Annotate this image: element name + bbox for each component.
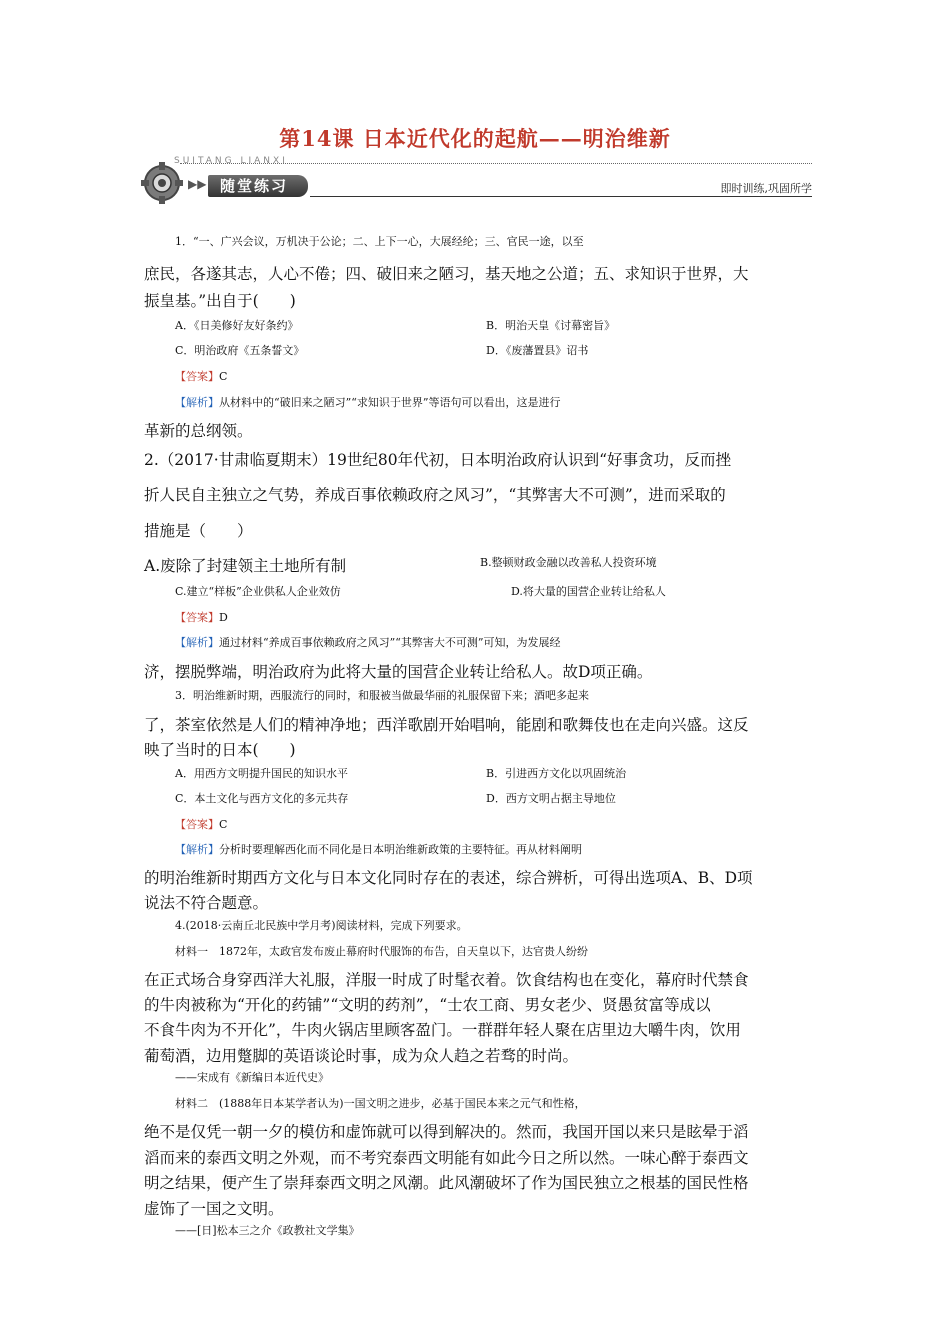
option-b: B.整顿财政金融以改善私人投资环境: [480, 556, 657, 569]
option-d: D．《废藩置县》诏书: [486, 344, 589, 357]
answer-label: 【答案】: [175, 611, 219, 624]
banner-slogan: 即时训练,巩固所学: [720, 182, 812, 195]
answer-value: C: [219, 370, 228, 383]
answer-value: C: [219, 818, 228, 831]
question-1-line: 振皇基。”出自于( ): [144, 292, 296, 310]
page-title: 第14课 日本近代化的起航——明治维新: [279, 126, 671, 151]
banner-label: 随堂练习: [208, 175, 308, 197]
material-1-line: 材料一 1872年，太政官发布废止幕府时代服饰的布告，自天皇以下，达官贵人纷纷: [175, 945, 588, 958]
material-1-source: ——宋成有《新编日本近代史》: [175, 1071, 329, 1084]
answer-line: [175, 609, 843, 625]
gear-icon: [140, 161, 184, 205]
analysis-line: 的明治维新时期西方文化与日本文化同时存在的表述，综合辨析，可得出选项A、B、D项: [144, 869, 753, 887]
analysis-text: 分析时要理解西化而不同化是日本明治维新政策的主要特征。再从材料阐明: [219, 843, 582, 856]
option-c: C．明治政府《五条誓文》: [175, 344, 305, 357]
section-banner: [140, 155, 812, 203]
analysis-line: 济，摆脱弊端，明治政府为此将大量的国营企业转让给私人。故D项正确。: [144, 663, 653, 681]
analysis-line: 说法不符合题意。: [144, 894, 269, 912]
analysis-line: [175, 394, 843, 410]
question-1-line: 1．“一、广兴会议，万机决于公论；二、上下一心，大展经纶；三、官民一途，以至: [175, 235, 584, 248]
material-2-line: 滔而来的泰西文明之外观，而不考究泰西文明能有如此今日之所以然。一味心醉于泰西文: [144, 1149, 749, 1167]
analysis-label: 【解析】: [175, 843, 219, 856]
question-3-line: 了，茶室依然是人们的精神净地；西洋歌剧开始唱响，能剧和歌舞伎也在走向兴盛。这反: [144, 716, 749, 734]
question-4-line: 4.(2018·云南丘北民族中学月考)阅读材料，完成下列要求。: [175, 919, 468, 932]
option-d: D．西方文明占据主导地位: [486, 792, 616, 805]
option-d: D.将大量的国营企业转让给私人: [511, 585, 666, 598]
banner-rule: [310, 196, 812, 197]
material-2-line: 绝不是仅凭一朝一夕的模仿和虚饰就可以得到解决的。然而，我国开国以来只是眩晕于滔: [144, 1123, 749, 1141]
option-a: A．用西方文明提升国民的知识水平: [175, 767, 348, 780]
material-1-line: 葡萄酒，边用蹩脚的英语谈论时事，成为众人趋之若骛的时尚。: [144, 1047, 579, 1065]
question-2-line: 措施是（ ）: [144, 522, 253, 540]
material-1-line: 在正式场合身穿西洋大礼服，洋服一时成了时髦衣着。饮食结构也在变化，幕府时代禁食: [144, 971, 749, 989]
answer-line: [175, 368, 843, 384]
option-c: C．本土文化与西方文化的多元共存: [175, 792, 349, 805]
analysis-text: 从材料中的“破旧来之陋习”“求知识于世界”等语句可以看出，这是进行: [219, 396, 561, 409]
question-1-line: 庶民，各遂其志，人心不倦；四、破旧来之陋习，基天地之公道；五、求知识于世界，大: [144, 265, 749, 283]
question-3-line: 映了当时的日本( ): [144, 741, 296, 759]
question-2-line: 2.（2017·甘肃临夏期末）19世纪80年代初，日本明治政府认识到“好事贪功，反而挫: [144, 451, 732, 469]
option-a: A.废除了封建领主土地所有制: [144, 557, 347, 575]
material-2-source: ——[日]松本三之介《政教社文学集》: [175, 1224, 360, 1237]
analysis-line: [175, 841, 843, 857]
material-2-line: 明之结果，便产生了崇拜泰西文明之风潮。此风潮破坏了作为国民独立之根基的国民性格: [144, 1174, 749, 1192]
material-1-line: 不食牛肉为不开化”，牛肉火锅店里顾客盈门。一群群年轻人聚在店里边大嚼牛肉，饮用: [144, 1021, 741, 1039]
material-2-line: 材料二 (1888年日本某学者认为)一国文明之进步，必基于国民本来之元气和性格，: [175, 1097, 586, 1110]
option-a: A．《日美修好友好条约》: [175, 319, 299, 332]
material-2-line: 虚饰了一国之文明。: [144, 1200, 284, 1218]
analysis-line: 革新的总纲领。: [144, 422, 253, 440]
answer-label: 【答案】: [175, 818, 219, 831]
option-b: B．明治天皇《讨幕密旨》: [486, 319, 616, 332]
answer-label: 【答案】: [175, 370, 219, 383]
analysis-label: 【解析】: [175, 636, 219, 649]
analysis-text: 通过材料“养成百事依赖政府之风习”“其弊害大不可测”可知，为发展经: [219, 636, 561, 649]
question-2-line: 折人民自主独立之气势，养成百事依赖政府之风习”，“其弊害大不可测”，进而采取的: [144, 486, 726, 504]
material-1-line: 的牛肉被称为“开化的药铺”“文明的药剂”，“士农工商、男女老少、贤愚贫富等成以: [144, 996, 711, 1014]
answer-value: D: [219, 611, 228, 624]
banner-pinyin: SUITANG LIANXI: [174, 156, 288, 166]
option-b: B．引进西方文化以巩固统治: [486, 767, 627, 780]
double-arrow-icon: ▶▶: [188, 177, 207, 191]
option-c: C.建立“样板”企业供私人企业效仿: [175, 585, 341, 598]
analysis-label: 【解析】: [175, 396, 219, 409]
answer-line: [175, 816, 843, 832]
question-3-line: 3．明治维新时期，西服流行的同时，和服被当做最华丽的礼服保留下来；酒吧多起来: [175, 689, 589, 702]
analysis-line: [175, 634, 843, 650]
